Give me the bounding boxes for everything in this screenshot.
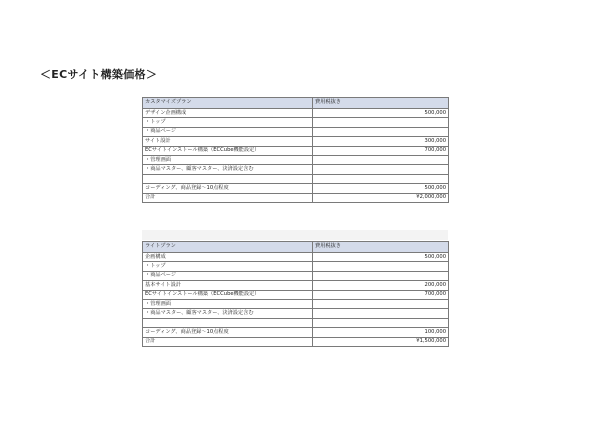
item-cell: 合計 [143, 193, 313, 202]
page-title: ＜ECサイト構築価格＞ [40, 68, 158, 81]
item-cell: 合計 [143, 337, 313, 346]
table-row [143, 155, 449, 164]
table-row [143, 109, 449, 118]
table-header-row [143, 242, 449, 253]
table-row [143, 309, 449, 318]
table-row [143, 146, 449, 155]
item-cell: ・トップ [143, 118, 313, 127]
table-row [143, 118, 449, 127]
item-cell: デザイン企画構成 [143, 109, 313, 118]
amount-cell: ¥1,500,000 [313, 337, 449, 346]
item-cell: コーディング、商品登録～10点程度 [143, 328, 313, 337]
item-cell: ・商品ページ [143, 271, 313, 280]
amount-cell [313, 174, 449, 183]
item-cell: ECサイトインストール構築（ECCube機能設定） [143, 146, 313, 155]
amount-cell [313, 155, 449, 164]
amount-cell: 100,000 [313, 328, 449, 337]
table-row [143, 328, 449, 337]
table-row [143, 262, 449, 271]
amount-cell: 500,000 [313, 253, 449, 262]
amount-cell: 300,000 [313, 137, 449, 146]
amount-cell: 700,000 [313, 146, 449, 155]
amount-cell [313, 118, 449, 127]
amount-cell [313, 318, 449, 327]
table-row [143, 174, 449, 183]
customize-plan-table [142, 97, 449, 203]
amount-cell: ¥2,000,000 [313, 193, 449, 202]
amount-cell [313, 165, 449, 174]
table-row [143, 281, 449, 290]
plan-name-header: カスタマイズプラン [143, 98, 313, 109]
plan-name-header: ライトプラン [143, 242, 313, 253]
item-cell: サイト設計 [143, 137, 313, 146]
item-cell: ・商品マスター、顧客マスター、決済設定含む [143, 309, 313, 318]
amount-cell: 200,000 [313, 281, 449, 290]
amount-cell [313, 127, 449, 136]
amount-cell [313, 271, 449, 280]
item-cell: ・商品ページ [143, 127, 313, 136]
amount-cell [313, 299, 449, 308]
amount-cell [313, 262, 449, 271]
item-cell: ・商品マスター、顧客マスター、決済設定含む [143, 165, 313, 174]
table-row [143, 337, 449, 346]
table-header-row [143, 98, 449, 109]
item-cell: 企画構成 [143, 253, 313, 262]
item-cell [143, 318, 313, 327]
amount-cell: 500,000 [313, 184, 449, 193]
item-cell [143, 174, 313, 183]
table-gap [142, 230, 448, 240]
table-row [143, 299, 449, 308]
cost-header: 費用税抜き [313, 242, 449, 253]
item-cell: ・管理画面 [143, 299, 313, 308]
table-row [143, 253, 449, 262]
table-row [143, 165, 449, 174]
cost-header: 費用税抜き [313, 98, 449, 109]
light-plan-table [142, 241, 449, 347]
item-cell: ・トップ [143, 262, 313, 271]
amount-cell [313, 309, 449, 318]
table-row [143, 290, 449, 299]
table-row [143, 271, 449, 280]
item-cell: ECサイトインストール構築（ECCube機能設定） [143, 290, 313, 299]
amount-cell: 700,000 [313, 290, 449, 299]
table-row [143, 193, 449, 202]
table-row [143, 318, 449, 327]
table-row [143, 184, 449, 193]
item-cell: コーディング、商品登録～10点程度 [143, 184, 313, 193]
table-row [143, 127, 449, 136]
item-cell: 基本サイト設計 [143, 281, 313, 290]
amount-cell: 500,000 [313, 109, 449, 118]
item-cell: ・管理画面 [143, 155, 313, 164]
table-row [143, 137, 449, 146]
